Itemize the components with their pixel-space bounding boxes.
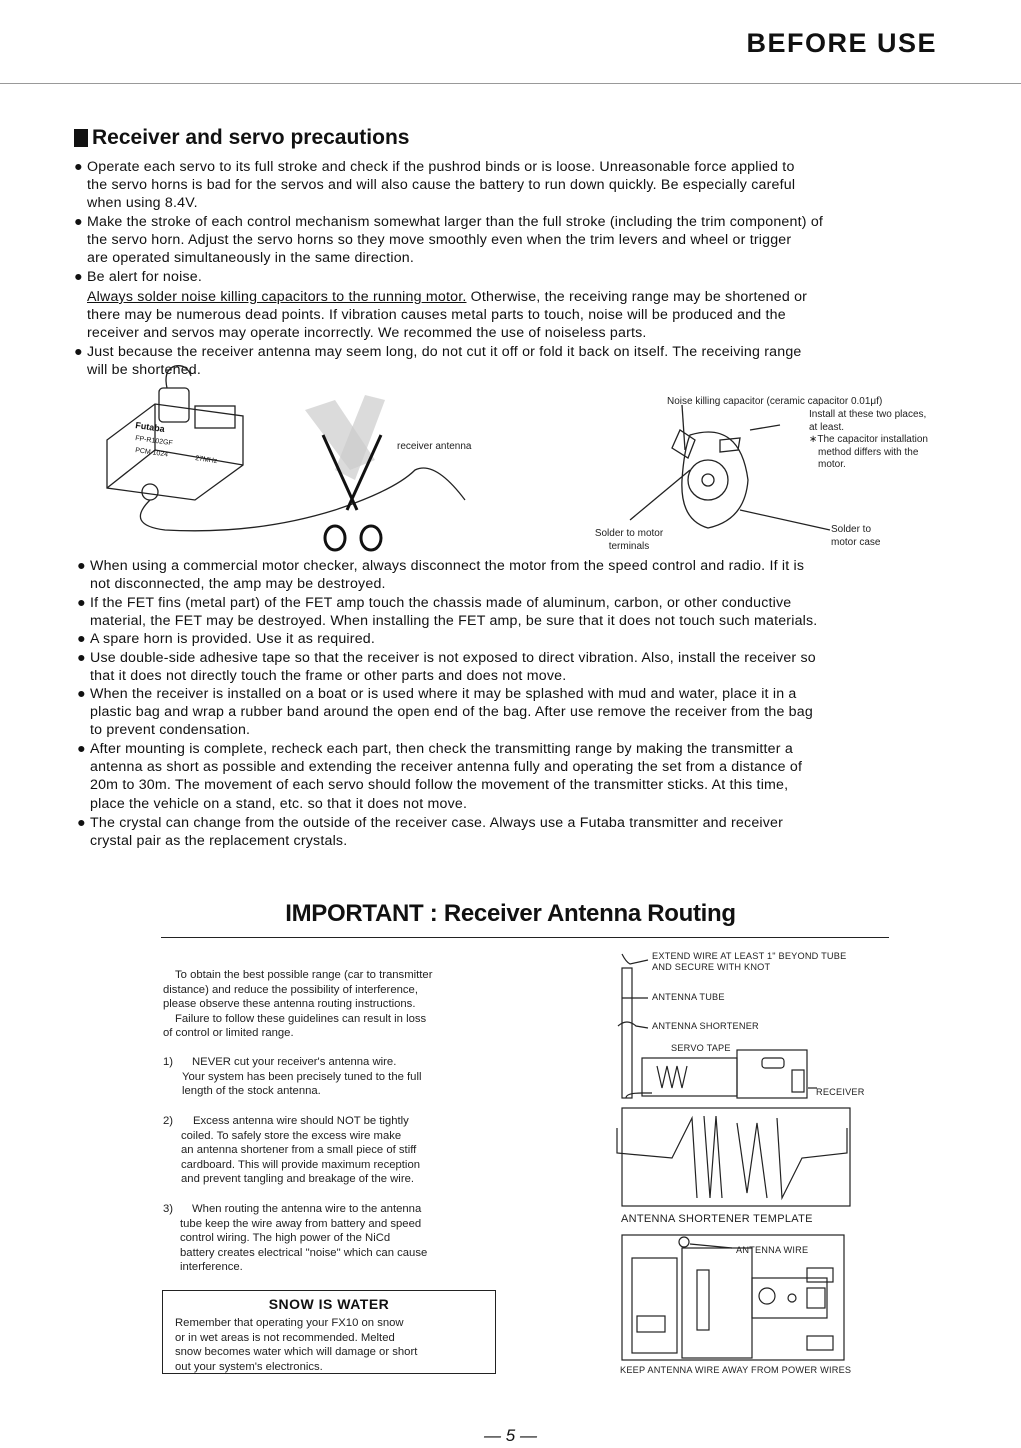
bullet-dot-icon: ● [77, 815, 86, 831]
bullet-line: 20m to 30m. The movement of each servo should follow the movement of the transmitter sticks. At this time, [90, 777, 789, 794]
bullet-item [77, 630, 949, 648]
bullet-item [77, 740, 949, 813]
instruction-item-1 [163, 1055, 493, 1099]
bullet-dot-icon: ● [74, 269, 83, 285]
instruction-line: and prevent tangling and breakage of the wire. [181, 1173, 415, 1186]
extend-wire-label [652, 951, 846, 973]
receiver-label-line: Futaba [134, 420, 166, 435]
bullet-dot-icon: ● [77, 650, 86, 666]
important-rule [161, 937, 889, 938]
page-number: — 5 — [484, 1426, 537, 1445]
intro-line: please observe these antenna routing instructions. [163, 998, 416, 1011]
solder-terminals-line: terminals [608, 540, 650, 552]
install-note [809, 409, 926, 434]
install-note-line: Install at these two places, [809, 409, 927, 420]
bullet-line: when using 8.4V. [87, 195, 198, 212]
bullet-dot-icon: ● [77, 741, 86, 757]
bullet-line: Be alert for noise. [87, 269, 202, 285]
method-note-line: method differs with the [818, 446, 919, 458]
bullet-line: antenna as short as possible and extending the receiver antenna fully and operating the set from a distance of [90, 759, 803, 776]
instruction-line: When routing the antenna wire to the antenna [192, 1203, 422, 1215]
bullet-line: crystal pair as the replacement crystals. [90, 833, 348, 850]
snow-warning-text [175, 1316, 493, 1374]
receiver-label-text [135, 420, 218, 465]
bullet-line: If the FET fins (metal part) of the FET amp touch the chassis made of aluminum, carbon, or other conductive [90, 595, 792, 611]
antenna-wire-label: ANTENNA WIRE [736, 1245, 809, 1255]
bullet-line: the servo horns is bad for the servos and will also cause the battery to run down quickly. Be especially careful [87, 177, 796, 194]
bullet-line: Make the stroke of each control mechanism somewhat larger than the full stroke (including the trim component) of [87, 214, 824, 230]
instruction-line: length of the stock antenna. [182, 1085, 321, 1098]
header-rule [0, 83, 1021, 84]
solder-case-line: motor case [831, 536, 881, 548]
intro-line: distance) and reduce the possibility of interference, [163, 983, 418, 996]
solder-terminals-label [588, 528, 670, 553]
snow-line: out your system's electronics. [175, 1360, 323, 1373]
noise-line: receiver and servos may operate incorrectly. We recommed the use of noiseless parts. [87, 325, 647, 342]
instruction-number: 3) [163, 1203, 174, 1215]
bullet-dot-icon: ● [77, 686, 86, 702]
bullet-line: are operated simultaneously in the same direction. [87, 250, 415, 267]
bullet-dot-icon: ● [77, 558, 86, 574]
instruction-line: NEVER cut your receiver's antenna wire. [192, 1056, 397, 1068]
bullet-line: Just because the receiver antenna may seem long, do not cut it off or fold it back on itself. The receiving range [87, 344, 802, 360]
snow-warning-box [162, 1290, 496, 1374]
instruction-line: tube keep the wire away from battery and speed [180, 1217, 422, 1230]
bullet-item [77, 685, 949, 740]
bullet-dot-icon: ● [74, 159, 83, 175]
important-title: IMPORTANT : Receiver Antenna Routing [285, 900, 736, 927]
keep-away-label: KEEP ANTENNA WIRE AWAY FROM POWER WIRES [620, 1365, 852, 1375]
shortener-template-label: ANTENNA SHORTENER TEMPLATE [621, 1213, 813, 1225]
bullet-line: not disconnected, the amp may be destroyed. [90, 576, 386, 593]
instruction-line: cardboard. This will provide maximum reception [181, 1158, 421, 1171]
solder-terminals-line: Solder to motor [594, 528, 664, 539]
bullet-line: After mounting is complete, recheck each part, then check the transmitting range by making the transmitter a [90, 741, 793, 757]
snow-line: or in wet areas is not recommended. Melted [175, 1331, 395, 1344]
receiver-label: RECEIVER [816, 1087, 865, 1097]
bullet-line: the servo horn. Adjust the servo horns so they move smoothly even when the trim levers and wheel or trigger [87, 232, 792, 249]
instruction-line: interference. [180, 1261, 243, 1274]
method-note-line: ∗The capacitor installation [809, 434, 928, 445]
snow-warning-title: SNOW IS WATER [268, 1296, 390, 1312]
noise-line: there may be numerous dead points. If vibration causes metal parts to touch, noise will be produced and the [87, 307, 786, 324]
receiver-label-line: 27MHz [194, 455, 218, 466]
bullet-line: place the vehicle on a stand, etc. so that it does not move. [90, 795, 468, 812]
bullet-item [77, 649, 949, 685]
bullet-item [74, 158, 946, 213]
instruction-line: an antenna shortener from a small piece of stiff [181, 1144, 417, 1157]
install-note-line: at least. [809, 421, 845, 433]
instruction-line: control wiring. The high power of the NiCd [180, 1232, 391, 1245]
section-title-text: Receiver and servo precautions [92, 126, 410, 149]
bullet-item [77, 814, 949, 850]
instruction-line: Excess antenna wire should NOT be tightly [193, 1115, 409, 1127]
bullet-line: that it does not directly touch the frame or other parts and does not move. [90, 668, 567, 685]
bullet-line: will be shortened. [87, 362, 202, 379]
instruction-line: battery creates electrical "noise" which can cause [180, 1246, 428, 1259]
instruction-item-2 [163, 1114, 493, 1187]
intro-line: of control or limited range. [163, 1027, 294, 1040]
intro-line: To obtain the best possible range (car to transmitter [175, 969, 433, 981]
noise-underlined-text: Always solder noise killing capacitors to the running motor. [87, 289, 467, 305]
extend-wire-line: EXTEND WIRE AT LEAST 1" BEYOND TUBE [652, 951, 847, 961]
bullet-dot-icon: ● [77, 631, 86, 647]
extend-wire-line: AND SECURE WITH KNOT [652, 962, 771, 972]
solder-case-line: Solder to [831, 524, 872, 535]
method-note-line: motor. [818, 459, 846, 470]
antenna-tube-label: ANTENNA TUBE [652, 992, 725, 1002]
servo-tape-label: SERVO TAPE [671, 1043, 731, 1053]
bullet-line: to prevent condensation. [90, 722, 251, 739]
antenna-shortener-label: ANTENNA SHORTENER [652, 1021, 759, 1031]
instruction-line: Your system has been precisely tuned to the full [182, 1070, 422, 1083]
noise-rest-text: Otherwise, the receiving range may be shortened or [466, 289, 808, 305]
section-title [74, 126, 409, 150]
instruction-item-3 [163, 1202, 493, 1275]
intro-line: Failure to follow these guidelines can result in loss [175, 1012, 427, 1025]
instruction-number: 1) [163, 1056, 174, 1068]
noise-capacitor-label: Noise killing capacitor (ceramic capacitor 0.01μf) [667, 396, 883, 407]
bullet-line: When using a commercial motor checker, always disconnect the motor from the speed control and radio. If it is [90, 558, 805, 574]
receiver-label-line: PCM 1024 [134, 447, 169, 459]
bullet-line: When the receiver is installed on a boat or is used where it may be splashed with mud and water, place it in a [90, 686, 797, 702]
bullet-dot-icon: ● [77, 595, 86, 611]
section-square-icon [74, 129, 88, 147]
bullet-item [77, 557, 949, 593]
receiver-label-line: FP-R102GF [134, 435, 174, 448]
noise-paragraph [87, 288, 947, 343]
bullet-item [77, 594, 949, 630]
bullet-line: A spare horn is provided. Use it as required. [90, 631, 376, 647]
snow-line: snow becomes water which will damage or short [175, 1346, 418, 1359]
receiver-antenna-label: receiver antenna [397, 441, 472, 452]
snow-line: Remember that operating your FX10 on snow [175, 1317, 404, 1329]
bullet-line: material, the FET may be destroyed. When installing the FET amp, be sure that it does not touch such materials. [90, 613, 818, 630]
bullet-dot-icon: ● [74, 214, 83, 230]
receiver-scissors-illustration [95, 360, 495, 555]
bullet-line: Use double-side adhesive tape so that the receiver is not exposed to direct vibration. Also, install the receiver so [90, 650, 816, 666]
bullet-line: plastic bag and wrap a rubber band around the open end of the bag. After use remove the receiver from the bag [90, 704, 813, 721]
bullet-line: The crystal can change from the outside of the receiver case. Always use a Futaba transmitter and receiver [90, 815, 784, 831]
page-header-title: BEFORE USE [746, 28, 937, 58]
bullet-dot-icon: ● [74, 344, 83, 360]
bullet-item [74, 268, 946, 286]
intro-paragraph [163, 968, 498, 1041]
capacitor-method-note [809, 434, 928, 472]
antenna-routing-diagrams [612, 948, 860, 1368]
bullet-item [74, 213, 946, 268]
instruction-number: 2) [163, 1115, 174, 1127]
bullet-line: Operate each servo to its full stroke and check if the pushrod binds or is loose. Unreasonable force applied to [87, 159, 795, 175]
instruction-line: coiled. To safely store the excess wire make [181, 1129, 402, 1142]
solder-case-label [831, 524, 880, 549]
